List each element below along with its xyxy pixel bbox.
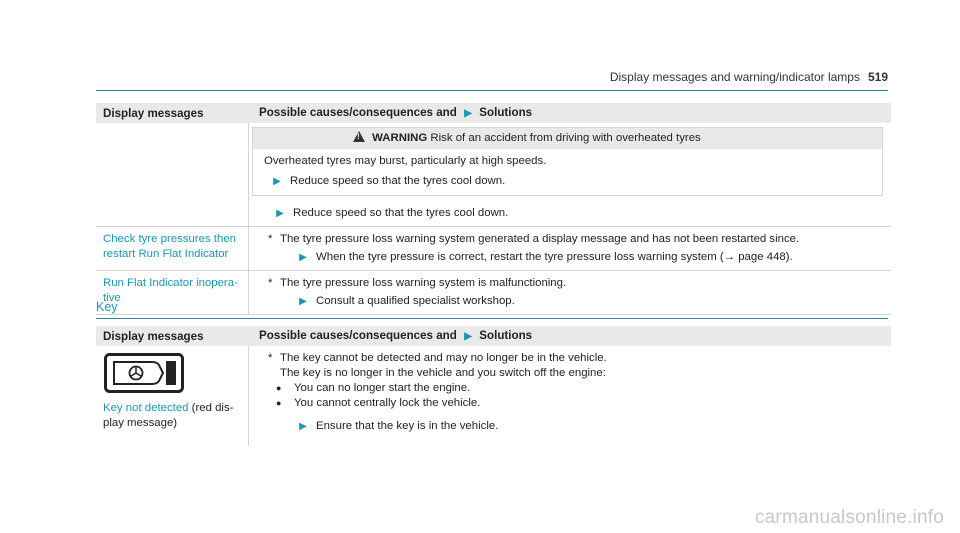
table-row: Key not detected (red dis- play message) * The key cannot be detected and may no longer be in the vehicle. The key is no longer in the vehicle and you switch off the engine: ● You can no longer start the engine. ● You cannot centrally lock the vehicle. ▶ Ensure that the key is in the vehicle.	[96, 346, 891, 446]
message-cell-empty	[96, 123, 249, 226]
cause-text: The key cannot be detected and may no longer be in the vehicle.	[280, 352, 607, 364]
col-header-messages: Display messages	[103, 106, 204, 120]
cause-text: The tyre pressure loss warning system is malfunctioning.	[280, 277, 567, 289]
solution-text: Reduce speed so that the tyres cool down.	[293, 207, 509, 219]
list-item: ● You can no longer start the engine.	[276, 382, 471, 394]
warning-action: Reduce speed so that the tyres cool down.	[290, 175, 506, 187]
message-cell: Check tyre pressures then restart Run Flat Indicator	[96, 227, 249, 270]
list-item: ● You cannot centrally lock the vehicle.	[276, 397, 481, 409]
message-cell: Key not detected (red dis- play message)	[96, 346, 249, 446]
display-messages-table-1	[96, 103, 891, 315]
warning-text: Overheated tyres may burst, particularly at high speeds.	[264, 155, 547, 167]
table-row: Run Flat Indicator inopera- tive * The tyre pressure loss warning system is malfunctioning. ▶ Consult a qualified specialist workshop.	[96, 271, 891, 315]
play-arrow-icon: ▶	[299, 296, 307, 307]
play-arrow-icon: ▶	[273, 176, 281, 187]
header-divider	[96, 90, 888, 91]
play-arrow-icon: ▶	[299, 252, 307, 263]
warning-box	[252, 127, 883, 196]
message-cell: Run Flat Indicator inopera- tive	[96, 271, 249, 314]
display-message: Run Flat Indicator inopera-	[103, 277, 238, 289]
section-title: Display messages and warning/indicator lamps	[609, 70, 860, 84]
table-header	[96, 326, 891, 346]
col-header-messages: Display messages	[103, 329, 204, 343]
display-message: Key not detected	[103, 402, 189, 414]
warning-triangle-icon	[353, 131, 365, 142]
watermark: carmanualsonline.info	[754, 507, 944, 528]
solution-text: Ensure that the key is in the vehicle.	[316, 420, 499, 432]
key-section-title: Key	[96, 300, 118, 314]
page-header	[610, 70, 888, 84]
solution-text: When the tyre pressure is correct, restart the tyre pressure loss warning system (→ page 448).	[316, 251, 793, 263]
col-header-causes: Possible causes/consequences and ▶ Solutions	[259, 106, 533, 119]
display-messages-table-2	[96, 326, 891, 446]
key-fob-icon	[104, 353, 184, 393]
col-header-causes: Possible causes/consequences and ▶ Solutions	[259, 329, 533, 342]
table-header	[96, 103, 891, 123]
cause-intro: The key is no longer in the vehicle and you switch off the engine:	[280, 367, 606, 379]
play-arrow-icon: ▶	[299, 421, 307, 432]
play-arrow-icon: ▶	[464, 108, 472, 119]
display-message: Check tyre pressures then	[103, 233, 236, 245]
play-arrow-icon: ▶	[276, 208, 284, 219]
warning-label: WARNING	[372, 132, 428, 144]
table-row	[96, 123, 891, 227]
table-row: Check tyre pressures then restart Run Flat Indicator * The tyre pressure loss warning system generated a display message and has not been restarted since. ▶ When the tyre pressure is correct, restart the tyre pressure loss warning system (→ page 448).	[96, 227, 891, 271]
play-arrow-icon: ▶	[464, 331, 472, 342]
page-number: 519	[867, 70, 888, 84]
solution-text: Consult a qualified specialist workshop.	[316, 295, 515, 307]
warning-title: Risk of an accident from driving with overheated tyres	[430, 132, 701, 144]
cause-text: The tyre pressure loss warning system generated a display message and has not been restarted since.	[280, 233, 800, 245]
key-divider	[96, 318, 888, 319]
